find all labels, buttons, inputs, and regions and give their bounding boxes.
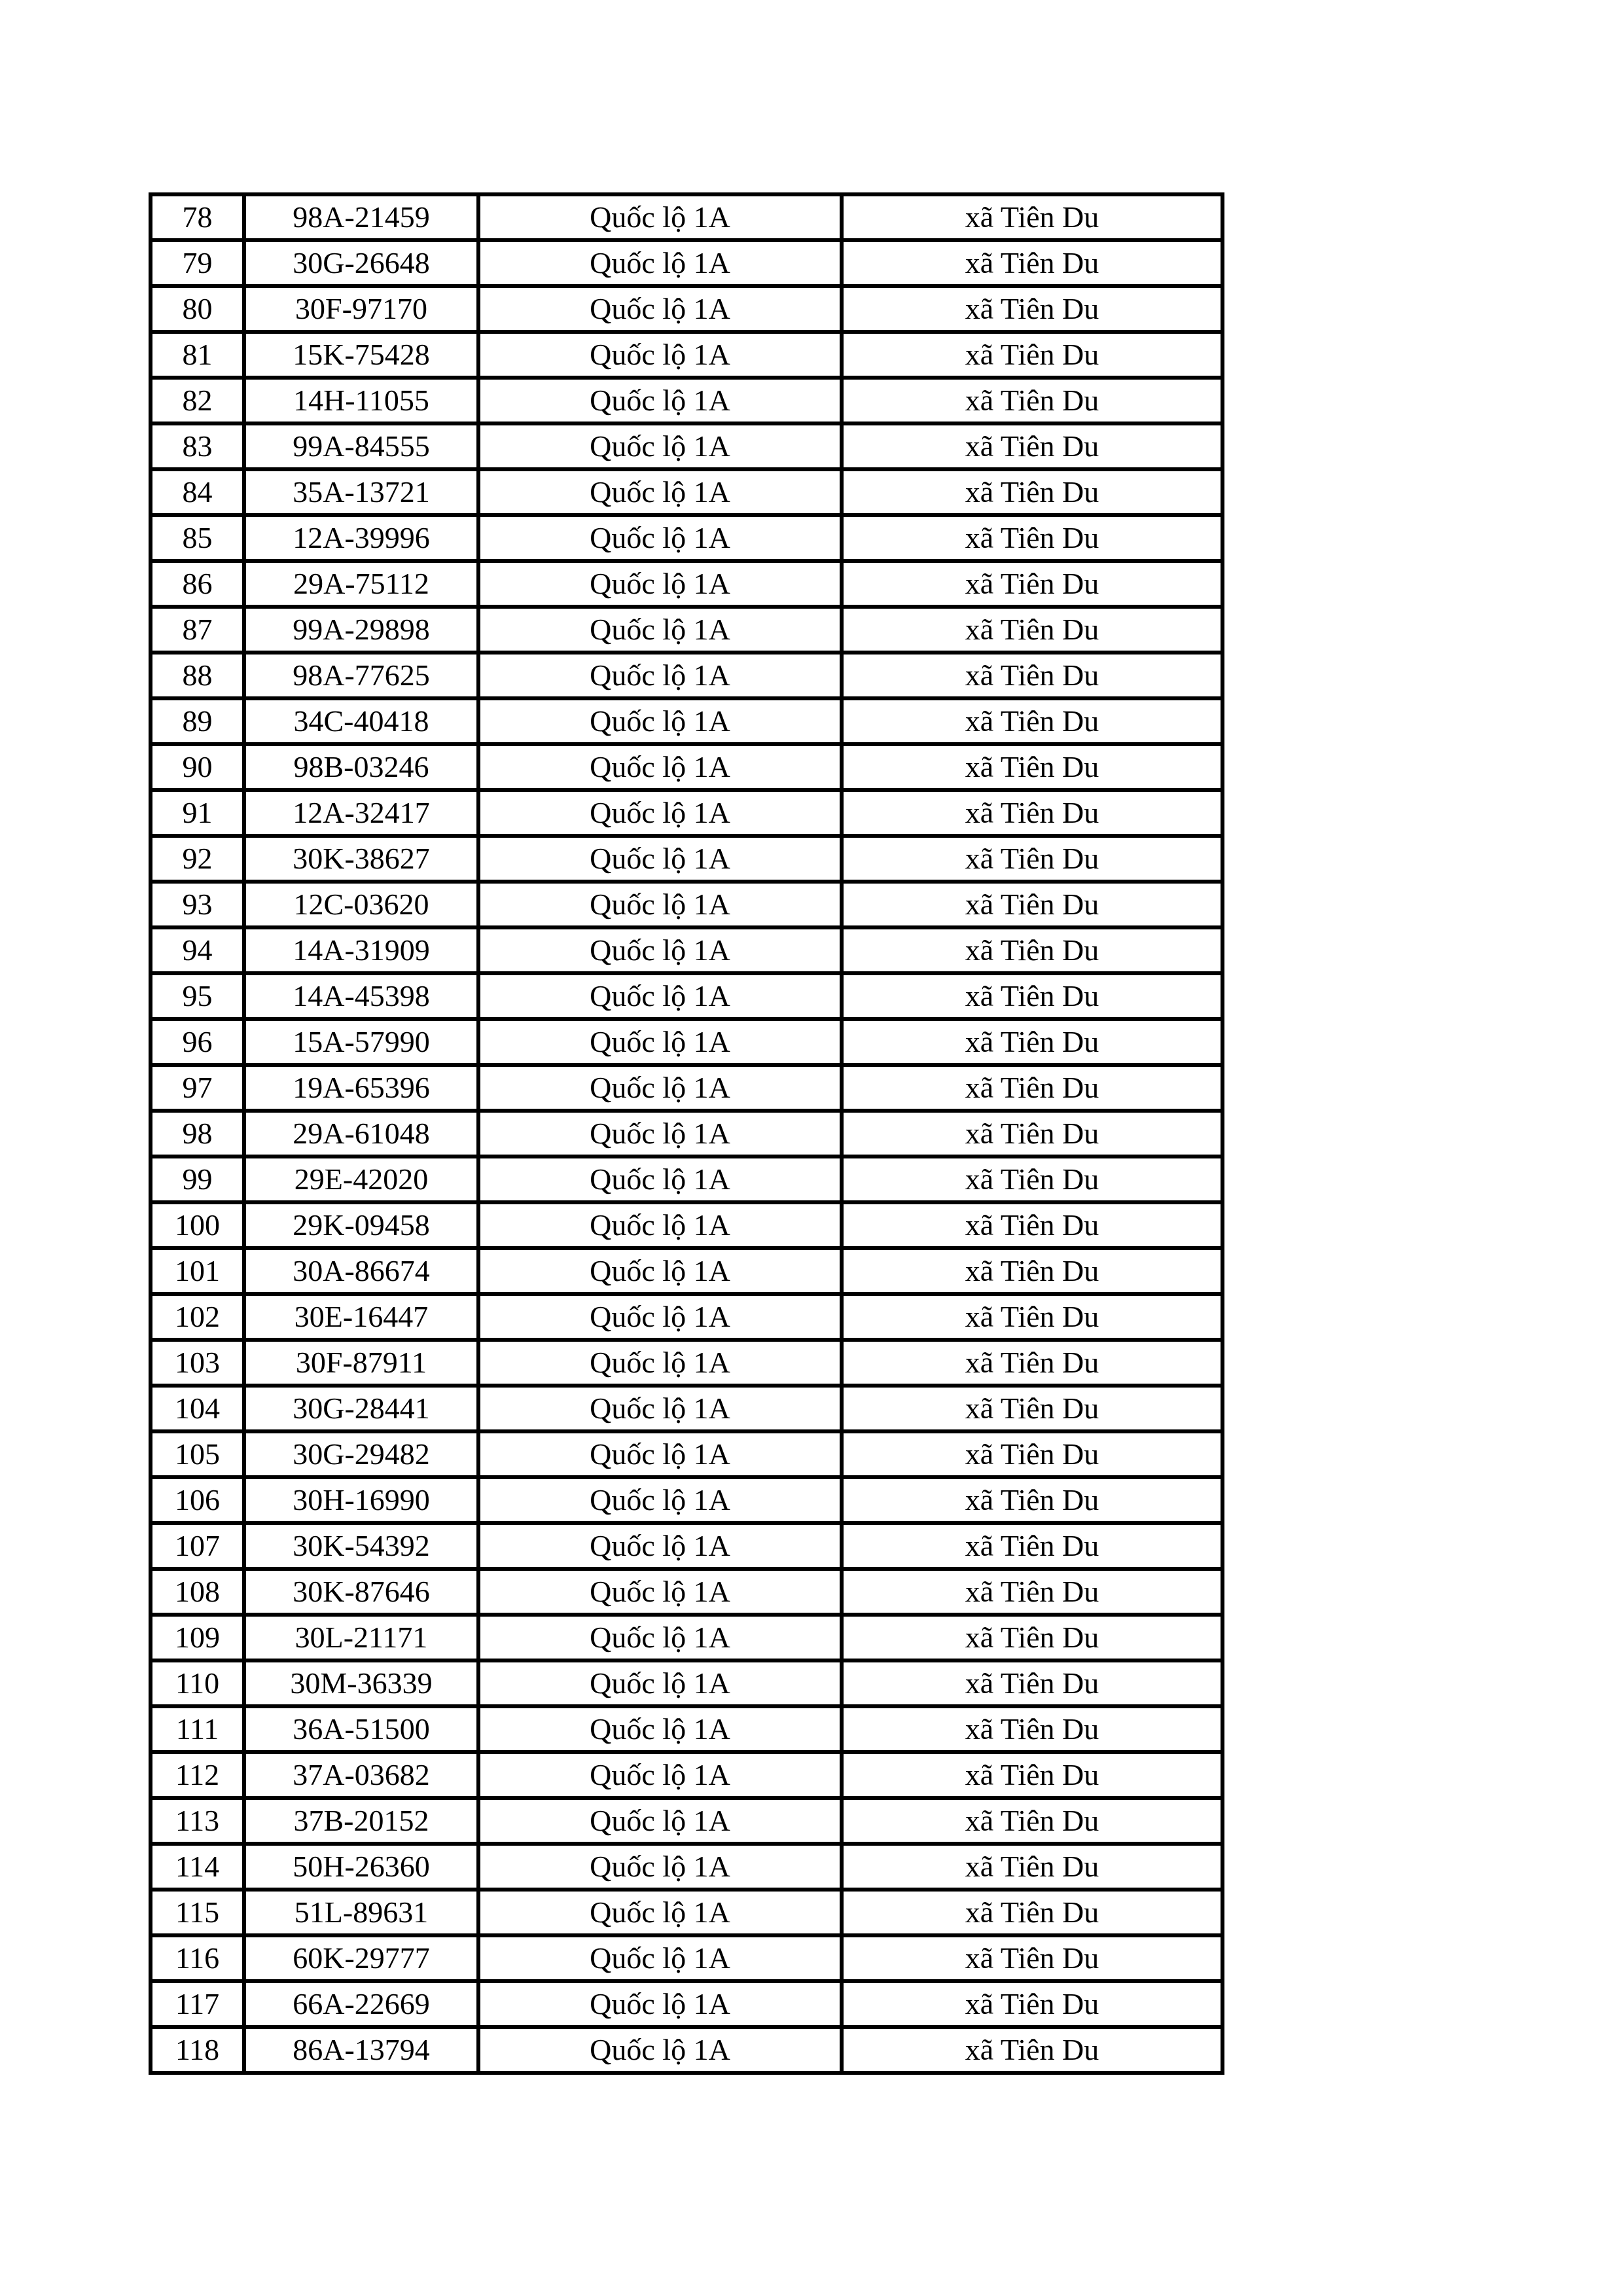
commune-name-cell: xã Tiên Du — [842, 286, 1222, 332]
table-row — [151, 1660, 1222, 1706]
plate-number-cell: 19A-65396 — [244, 1065, 478, 1111]
commune-name-cell: xã Tiên Du — [842, 790, 1222, 836]
row-number-cell: 117 — [151, 1981, 244, 2027]
road-name-cell: Quốc lộ 1A — [478, 1890, 842, 1935]
plate-number-cell: 29A-61048 — [244, 1111, 478, 1157]
commune-name-cell: xã Tiên Du — [842, 1111, 1222, 1157]
road-name-cell: Quốc lộ 1A — [478, 1569, 842, 1615]
row-number-cell: 90 — [151, 744, 244, 790]
road-name-cell: Quốc lộ 1A — [478, 790, 842, 836]
row-number-cell: 110 — [151, 1660, 244, 1706]
row-number-cell: 97 — [151, 1065, 244, 1111]
road-name-cell: Quốc lộ 1A — [478, 1523, 842, 1569]
commune-name-cell: xã Tiên Du — [842, 1431, 1222, 1477]
row-number-cell: 118 — [151, 2027, 244, 2073]
table-row — [151, 1844, 1222, 1890]
row-number-cell: 115 — [151, 1890, 244, 1935]
table-row — [151, 744, 1222, 790]
commune-name-cell: xã Tiên Du — [842, 1935, 1222, 1981]
table-row — [151, 515, 1222, 561]
plate-number-cell: 12C-03620 — [244, 882, 478, 927]
road-name-cell: Quốc lộ 1A — [478, 973, 842, 1019]
row-number-cell: 106 — [151, 1477, 244, 1523]
commune-name-cell: xã Tiên Du — [842, 378, 1222, 423]
road-name-cell: Quốc lộ 1A — [478, 1111, 842, 1157]
road-name-cell: Quốc lộ 1A — [478, 1248, 842, 1294]
row-number-cell: 102 — [151, 1294, 244, 1340]
row-number-cell: 113 — [151, 1798, 244, 1844]
road-name-cell: Quốc lộ 1A — [478, 469, 842, 515]
row-number-cell: 111 — [151, 1706, 244, 1752]
plate-number-cell: 60K-29777 — [244, 1935, 478, 1981]
road-name-cell: Quốc lộ 1A — [478, 1340, 842, 1386]
plate-number-cell: 50H-26360 — [244, 1844, 478, 1890]
plate-number-cell: 30E-16447 — [244, 1294, 478, 1340]
table-row — [151, 1386, 1222, 1431]
plate-number-cell: 30F-87911 — [244, 1340, 478, 1386]
road-name-cell: Quốc lộ 1A — [478, 1615, 842, 1660]
commune-name-cell: xã Tiên Du — [842, 2027, 1222, 2073]
row-number-cell: 107 — [151, 1523, 244, 1569]
plate-number-cell: 86A-13794 — [244, 2027, 478, 2073]
commune-name-cell: xã Tiên Du — [842, 423, 1222, 469]
table-row — [151, 1890, 1222, 1935]
road-name-cell: Quốc lộ 1A — [478, 1660, 842, 1706]
table-row — [151, 1523, 1222, 1569]
plate-number-cell: 98A-77625 — [244, 653, 478, 698]
row-number-cell: 98 — [151, 1111, 244, 1157]
row-number-cell: 96 — [151, 1019, 244, 1065]
plate-number-cell: 37B-20152 — [244, 1798, 478, 1844]
commune-name-cell: xã Tiên Du — [842, 1706, 1222, 1752]
road-name-cell: Quốc lộ 1A — [478, 1477, 842, 1523]
road-name-cell: Quốc lộ 1A — [478, 653, 842, 698]
road-name-cell: Quốc lộ 1A — [478, 332, 842, 378]
road-name-cell: Quốc lộ 1A — [478, 378, 842, 423]
row-number-cell: 83 — [151, 423, 244, 469]
commune-name-cell: xã Tiên Du — [842, 1615, 1222, 1660]
plate-number-cell: 30K-54392 — [244, 1523, 478, 1569]
commune-name-cell: xã Tiên Du — [842, 561, 1222, 607]
commune-name-cell: xã Tiên Du — [842, 698, 1222, 744]
table-row — [151, 2027, 1222, 2073]
commune-name-cell: xã Tiên Du — [842, 469, 1222, 515]
plate-number-cell: 30K-87646 — [244, 1569, 478, 1615]
row-number-cell: 94 — [151, 927, 244, 973]
plate-number-cell: 29E-42020 — [244, 1157, 478, 1202]
commune-name-cell: xã Tiên Du — [842, 1340, 1222, 1386]
table-row — [151, 836, 1222, 882]
commune-name-cell: xã Tiên Du — [842, 1294, 1222, 1340]
road-name-cell: Quốc lộ 1A — [478, 1844, 842, 1890]
commune-name-cell: xã Tiên Du — [842, 1157, 1222, 1202]
commune-name-cell: xã Tiên Du — [842, 332, 1222, 378]
row-number-cell: 95 — [151, 973, 244, 1019]
commune-name-cell: xã Tiên Du — [842, 927, 1222, 973]
commune-name-cell: xã Tiên Du — [842, 1752, 1222, 1798]
table-row — [151, 1752, 1222, 1798]
table-row — [151, 790, 1222, 836]
plate-number-cell: 30M-36339 — [244, 1660, 478, 1706]
commune-name-cell: xã Tiên Du — [842, 1523, 1222, 1569]
table-row — [151, 607, 1222, 653]
plate-number-cell: 35A-13721 — [244, 469, 478, 515]
road-name-cell: Quốc lộ 1A — [478, 423, 842, 469]
table-row — [151, 1706, 1222, 1752]
commune-name-cell: xã Tiên Du — [842, 1660, 1222, 1706]
plate-number-cell: 98A-21459 — [244, 194, 478, 240]
plate-number-cell: 15K-75428 — [244, 332, 478, 378]
road-name-cell: Quốc lộ 1A — [478, 1431, 842, 1477]
row-number-cell: 109 — [151, 1615, 244, 1660]
table-row — [151, 1202, 1222, 1248]
road-name-cell: Quốc lộ 1A — [478, 927, 842, 973]
row-number-cell: 81 — [151, 332, 244, 378]
road-name-cell: Quốc lộ 1A — [478, 194, 842, 240]
row-number-cell: 104 — [151, 1386, 244, 1431]
table-row — [151, 1111, 1222, 1157]
commune-name-cell: xã Tiên Du — [842, 607, 1222, 653]
table-row — [151, 1935, 1222, 1981]
row-number-cell: 112 — [151, 1752, 244, 1798]
commune-name-cell: xã Tiên Du — [842, 882, 1222, 927]
road-name-cell: Quốc lộ 1A — [478, 1981, 842, 2027]
plate-number-cell: 12A-39996 — [244, 515, 478, 561]
row-number-cell: 89 — [151, 698, 244, 744]
commune-name-cell: xã Tiên Du — [842, 1386, 1222, 1431]
table-row — [151, 423, 1222, 469]
road-name-cell: Quốc lộ 1A — [478, 2027, 842, 2073]
plate-number-cell: 66A-22669 — [244, 1981, 478, 2027]
table-row — [151, 653, 1222, 698]
road-name-cell: Quốc lộ 1A — [478, 1157, 842, 1202]
table-row — [151, 1065, 1222, 1111]
commune-name-cell: xã Tiên Du — [842, 973, 1222, 1019]
table-row — [151, 1615, 1222, 1660]
plate-number-cell: 14A-31909 — [244, 927, 478, 973]
row-number-cell: 86 — [151, 561, 244, 607]
plate-number-cell: 37A-03682 — [244, 1752, 478, 1798]
plate-number-cell: 30F-97170 — [244, 286, 478, 332]
commune-name-cell: xã Tiên Du — [842, 1890, 1222, 1935]
commune-name-cell: xã Tiên Du — [842, 653, 1222, 698]
table-row — [151, 561, 1222, 607]
commune-name-cell: xã Tiên Du — [842, 744, 1222, 790]
plate-number-cell: 98B-03246 — [244, 744, 478, 790]
plate-number-cell: 29A-75112 — [244, 561, 478, 607]
road-name-cell: Quốc lộ 1A — [478, 607, 842, 653]
plate-number-cell: 30G-26648 — [244, 240, 478, 286]
road-name-cell: Quốc lộ 1A — [478, 1706, 842, 1752]
commune-name-cell: xã Tiên Du — [842, 240, 1222, 286]
table-row — [151, 469, 1222, 515]
table-row — [151, 1477, 1222, 1523]
table-row — [151, 1798, 1222, 1844]
table-row — [151, 1981, 1222, 2027]
plate-number-cell: 14H-11055 — [244, 378, 478, 423]
plate-number-cell: 15A-57990 — [244, 1019, 478, 1065]
road-name-cell: Quốc lộ 1A — [478, 240, 842, 286]
plate-number-cell: 99A-29898 — [244, 607, 478, 653]
row-number-cell: 88 — [151, 653, 244, 698]
row-number-cell: 78 — [151, 194, 244, 240]
table-row — [151, 1294, 1222, 1340]
road-name-cell: Quốc lộ 1A — [478, 515, 842, 561]
commune-name-cell: xã Tiên Du — [842, 1065, 1222, 1111]
plate-number-cell: 12A-32417 — [244, 790, 478, 836]
plate-number-cell: 51L-89631 — [244, 1890, 478, 1935]
row-number-cell: 87 — [151, 607, 244, 653]
row-number-cell: 99 — [151, 1157, 244, 1202]
road-name-cell: Quốc lộ 1A — [478, 1752, 842, 1798]
vehicle-list-body — [151, 194, 1222, 2073]
commune-name-cell: xã Tiên Du — [842, 1569, 1222, 1615]
plate-number-cell: 30H-16990 — [244, 1477, 478, 1523]
table-row — [151, 332, 1222, 378]
table-row — [151, 882, 1222, 927]
road-name-cell: Quốc lộ 1A — [478, 744, 842, 790]
plate-number-cell: 29K-09458 — [244, 1202, 478, 1248]
plate-number-cell: 30K-38627 — [244, 836, 478, 882]
row-number-cell: 105 — [151, 1431, 244, 1477]
plate-number-cell: 30A-86674 — [244, 1248, 478, 1294]
road-name-cell: Quốc lộ 1A — [478, 286, 842, 332]
road-name-cell: Quốc lộ 1A — [478, 1386, 842, 1431]
table-row — [151, 1248, 1222, 1294]
road-name-cell: Quốc lộ 1A — [478, 882, 842, 927]
table-row — [151, 378, 1222, 423]
plate-number-cell: 99A-84555 — [244, 423, 478, 469]
table-row — [151, 286, 1222, 332]
row-number-cell: 82 — [151, 378, 244, 423]
vehicle-list-table — [149, 192, 1224, 2075]
plate-number-cell: 30G-29482 — [244, 1431, 478, 1477]
commune-name-cell: xã Tiên Du — [842, 1844, 1222, 1890]
road-name-cell: Quốc lộ 1A — [478, 1798, 842, 1844]
row-number-cell: 84 — [151, 469, 244, 515]
table-row — [151, 1157, 1222, 1202]
row-number-cell: 101 — [151, 1248, 244, 1294]
plate-number-cell: 30L-21171 — [244, 1615, 478, 1660]
commune-name-cell: xã Tiên Du — [842, 1477, 1222, 1523]
row-number-cell: 85 — [151, 515, 244, 561]
row-number-cell: 108 — [151, 1569, 244, 1615]
commune-name-cell: xã Tiên Du — [842, 1981, 1222, 2027]
table-row — [151, 1431, 1222, 1477]
road-name-cell: Quốc lộ 1A — [478, 836, 842, 882]
row-number-cell: 116 — [151, 1935, 244, 1981]
road-name-cell: Quốc lộ 1A — [478, 1202, 842, 1248]
table-row — [151, 927, 1222, 973]
plate-number-cell: 34C-40418 — [244, 698, 478, 744]
table-row — [151, 194, 1222, 240]
commune-name-cell: xã Tiên Du — [842, 836, 1222, 882]
road-name-cell: Quốc lộ 1A — [478, 1019, 842, 1065]
road-name-cell: Quốc lộ 1A — [478, 1935, 842, 1981]
commune-name-cell: xã Tiên Du — [842, 194, 1222, 240]
commune-name-cell: xã Tiên Du — [842, 1798, 1222, 1844]
row-number-cell: 91 — [151, 790, 244, 836]
road-name-cell: Quốc lộ 1A — [478, 1065, 842, 1111]
table-row — [151, 1569, 1222, 1615]
road-name-cell: Quốc lộ 1A — [478, 561, 842, 607]
commune-name-cell: xã Tiên Du — [842, 1202, 1222, 1248]
row-number-cell: 93 — [151, 882, 244, 927]
road-name-cell: Quốc lộ 1A — [478, 698, 842, 744]
plate-number-cell: 14A-45398 — [244, 973, 478, 1019]
row-number-cell: 103 — [151, 1340, 244, 1386]
table-row — [151, 973, 1222, 1019]
road-name-cell: Quốc lộ 1A — [478, 1294, 842, 1340]
plate-number-cell: 36A-51500 — [244, 1706, 478, 1752]
row-number-cell: 114 — [151, 1844, 244, 1890]
commune-name-cell: xã Tiên Du — [842, 515, 1222, 561]
row-number-cell: 92 — [151, 836, 244, 882]
commune-name-cell: xã Tiên Du — [842, 1248, 1222, 1294]
row-number-cell: 79 — [151, 240, 244, 286]
table-row — [151, 1019, 1222, 1065]
table-row — [151, 240, 1222, 286]
row-number-cell: 100 — [151, 1202, 244, 1248]
table-row — [151, 698, 1222, 744]
commune-name-cell: xã Tiên Du — [842, 1019, 1222, 1065]
plate-number-cell: 30G-28441 — [244, 1386, 478, 1431]
row-number-cell: 80 — [151, 286, 244, 332]
table-row — [151, 1340, 1222, 1386]
